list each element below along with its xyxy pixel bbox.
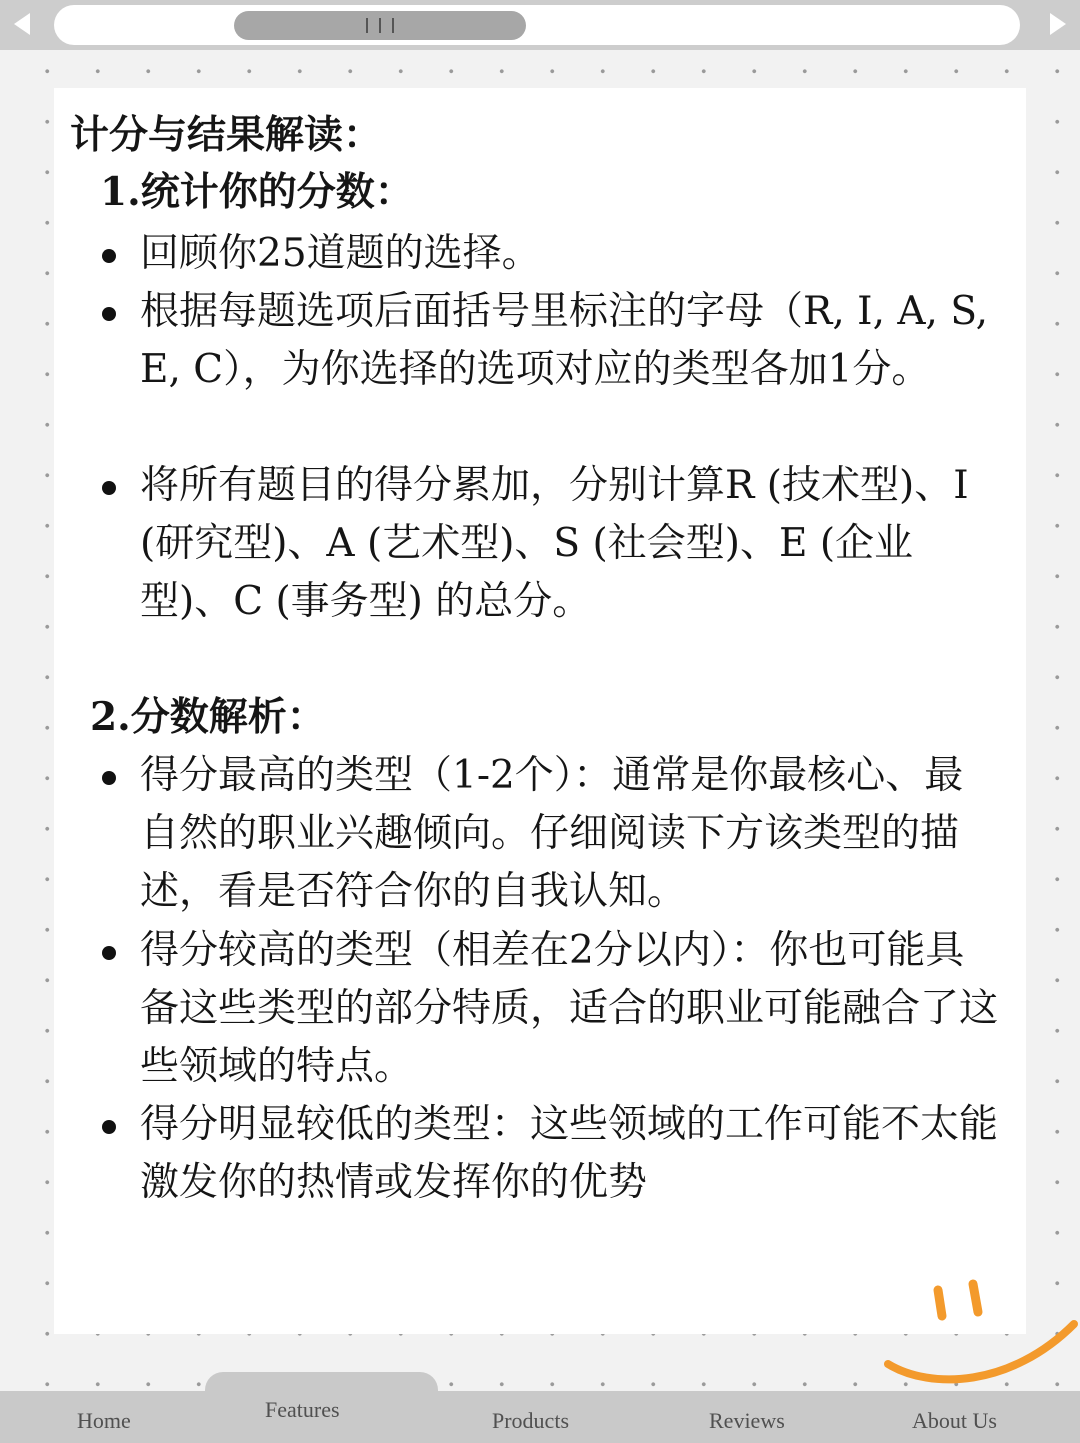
list-item: 根据每题选项后面括号里标注的字母（R, I, A, S, E, C），为你选择的选项对应的类型各加1分。 xyxy=(140,283,1000,399)
tab-products[interactable]: Products xyxy=(492,1408,569,1433)
top-bar xyxy=(0,0,1080,50)
grip-line-icon xyxy=(379,18,381,33)
triangle-left-icon[interactable] xyxy=(14,13,30,35)
grip-line-icon xyxy=(366,18,368,33)
list-item: 回顾你25道题的选择。 xyxy=(140,225,1000,283)
page-title: 计分与结果解读： xyxy=(70,112,383,158)
smiley-doodle-icon xyxy=(876,1272,1080,1392)
tab-about-us[interactable]: About Us xyxy=(912,1408,997,1433)
tab-home[interactable]: Home xyxy=(77,1408,131,1433)
tab-reviews[interactable]: Reviews xyxy=(709,1408,785,1433)
section-heading-count-score: 1.统计你的分数： xyxy=(100,169,414,215)
content-card xyxy=(54,88,1026,1334)
list-item: 将所有题目的得分累加，分别计算R (技术型)、I (研究型)、A (艺术型)、S (社会型)、E (企业型)、C (事务型) 的总分。 xyxy=(140,457,1000,631)
triangle-right-icon[interactable] xyxy=(1050,13,1066,35)
list-item: 得分明显较低的类型：这些领域的工作可能不太能激发你的热情或发挥你的优势 xyxy=(140,1096,1000,1212)
address-bar[interactable] xyxy=(54,5,1020,45)
section-heading-score-analysis: 2.分数解析： xyxy=(90,694,326,740)
scroll-thumb[interactable] xyxy=(234,11,526,40)
tab-features[interactable]: Features xyxy=(265,1397,340,1422)
doodle-eye-right xyxy=(973,1284,978,1312)
doodle-eye-left xyxy=(938,1290,942,1316)
list-item: 得分较高的类型（相差在2分以内）：你也可能具备这些类型的部分特质，适合的职业可能融合了这些领域的特点。 xyxy=(140,922,1000,1096)
list-item: 得分最高的类型（1-2个）：通常是你最核心、最自然的职业兴趣倾向。仔细阅读下方该类型的描述，看是否符合你的自我认知。 xyxy=(140,747,1000,921)
grip-line-icon xyxy=(392,18,394,33)
doodle-smile xyxy=(888,1324,1074,1379)
